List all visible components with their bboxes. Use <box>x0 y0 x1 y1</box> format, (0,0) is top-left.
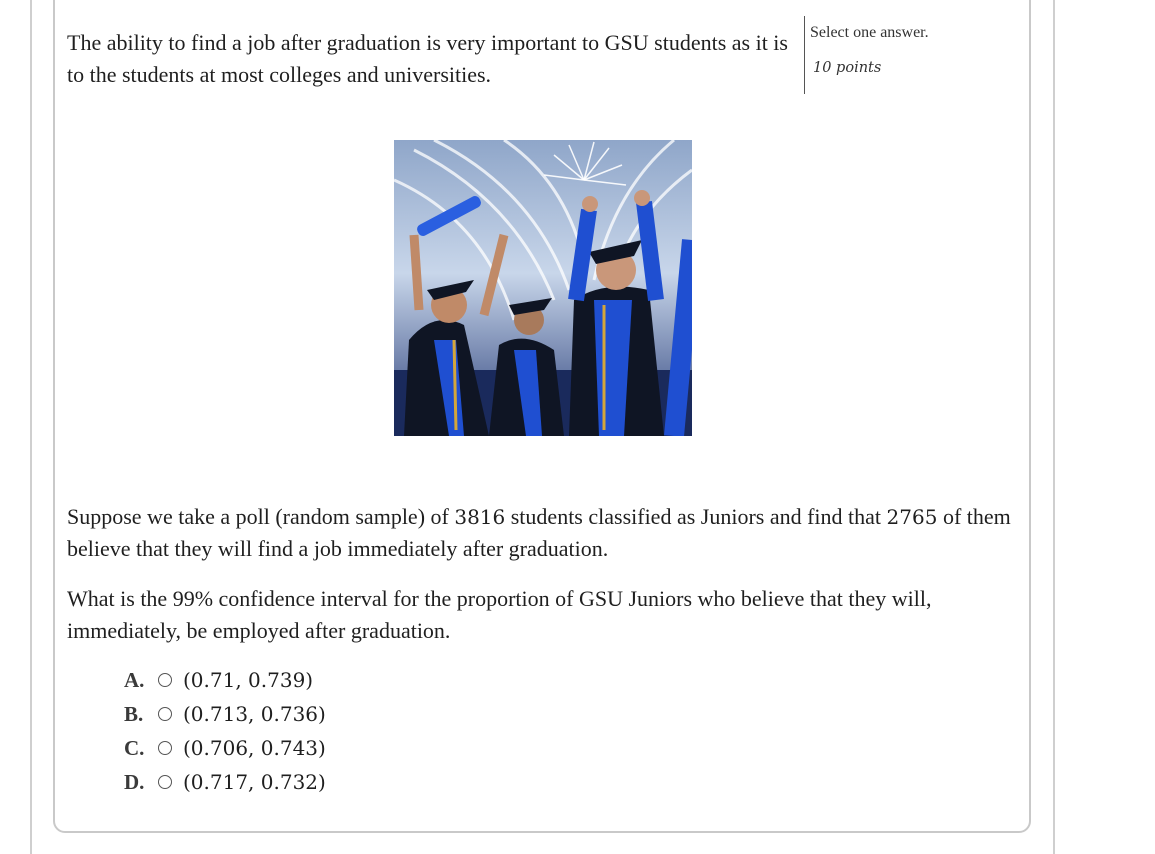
sample-size: 3816 <box>454 505 506 529</box>
option-text: (0.706, 0.743) <box>183 736 326 760</box>
page-left-border <box>30 0 32 854</box>
option-b[interactable] <box>124 697 326 731</box>
question-intro: The ability to find a job after graduation is very important to GSU students as it is to the students at most colleges and universities. <box>67 30 788 87</box>
option-text: (0.717, 0.732) <box>183 770 326 794</box>
option-c[interactable] <box>124 731 326 765</box>
graduation-photo <box>394 140 692 436</box>
answer-options <box>124 663 326 799</box>
question-prompt: What is the 99% confidence interval for the proportion of GSU Juniors who believe that they will, immediately, be employed after graduation. <box>67 586 932 643</box>
option-text: (0.713, 0.736) <box>183 702 326 726</box>
radio-button-a[interactable] <box>158 673 172 687</box>
option-d[interactable] <box>124 765 326 799</box>
option-letter: A. <box>124 667 145 692</box>
poll-text-a: Suppose we take a poll (random sample) of <box>67 504 455 529</box>
option-letter: B. <box>124 701 144 726</box>
poll-text-b: students classified as Juniors and find that <box>505 504 887 529</box>
page-right-border <box>1053 0 1055 854</box>
success-count: 2765 <box>886 505 938 529</box>
poll-paragraph <box>67 501 1017 565</box>
option-a[interactable] <box>124 663 326 697</box>
question-meta <box>804 16 964 94</box>
option-letter: C. <box>124 735 145 760</box>
radio-button-d[interactable] <box>158 775 172 789</box>
points-label: 10 points <box>813 60 882 76</box>
option-letter: D. <box>124 769 145 794</box>
radio-button-c[interactable] <box>158 741 172 755</box>
option-text: (0.71, 0.739) <box>183 668 314 692</box>
poll-text-c: of them believe that they will find a job immediately after graduation. <box>67 504 1011 561</box>
answer-instruction: Select one answer. <box>810 24 929 41</box>
radio-button-b[interactable] <box>158 707 172 721</box>
